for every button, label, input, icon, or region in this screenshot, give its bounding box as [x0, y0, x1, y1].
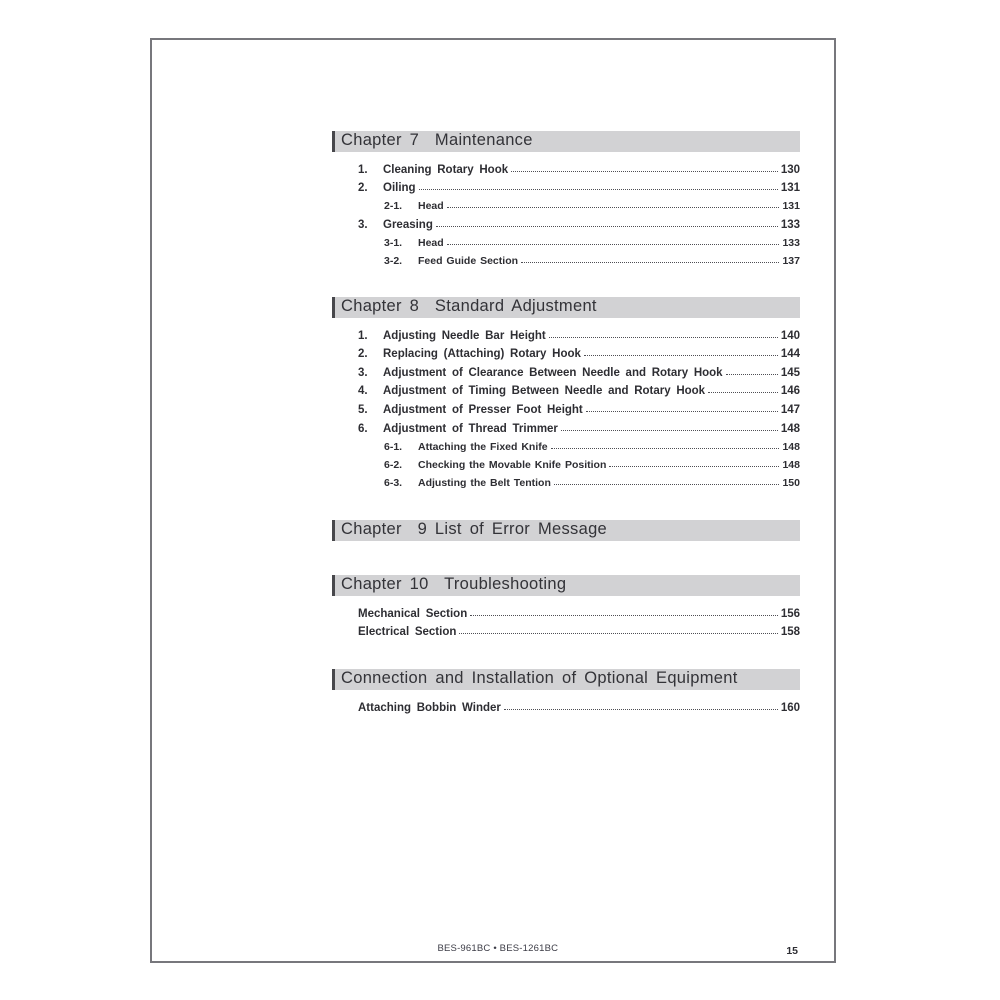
dotted-leader — [551, 448, 780, 449]
dotted-leader — [419, 189, 778, 190]
toc-entry-label: Head — [418, 236, 444, 249]
toc-entry-label: Oiling — [383, 182, 416, 195]
chapter-heading-bar — [332, 669, 800, 690]
toc-entry-page: 150 — [782, 476, 800, 489]
toc-entry — [332, 157, 800, 176]
toc-entry — [332, 620, 800, 639]
dotted-leader — [521, 262, 779, 263]
chapter-heading-bar — [332, 575, 800, 596]
toc-entry-number: 2. — [358, 348, 368, 361]
chapter-heading-bar — [332, 520, 800, 541]
toc-entry-label: Adjustment of Clearance Between Needle and Rotary Hook — [383, 366, 723, 379]
toc-entry-number: 6-2. — [384, 458, 403, 471]
toc-entry-label: Attaching the Fixed Knife — [418, 440, 548, 453]
toc-entry — [332, 695, 800, 714]
toc-entry-label: Checking the Movable Knife Position — [418, 458, 607, 471]
toc-entry — [332, 323, 800, 342]
chapter-title: Chapter 10 Troubleshooting — [341, 575, 567, 593]
toc-entry-page: 148 — [780, 422, 800, 435]
toc-entry-number: 2. — [358, 182, 368, 195]
toc-entry-label: Adjustment of Presser Foot Height — [383, 403, 583, 416]
toc-entry-number: 4. — [358, 385, 368, 398]
toc-entry-label: Greasing — [383, 218, 433, 231]
page-frame — [150, 38, 836, 963]
toc-entry-page: 131 — [782, 200, 800, 213]
dotted-leader — [470, 615, 778, 616]
toc-entry-page: 140 — [780, 329, 800, 342]
toc-entry — [332, 379, 800, 398]
toc-entry — [332, 194, 800, 212]
dotted-leader — [504, 709, 778, 710]
toc-entry-label: Adjusting the Belt Tention — [418, 476, 551, 489]
toc-section-chapter-8 — [332, 297, 800, 489]
dotted-leader — [586, 411, 778, 412]
toc-entry-number: 6. — [358, 422, 368, 435]
toc-entry — [332, 397, 800, 416]
toc-entry-page: 146 — [780, 385, 800, 398]
toc-entry — [332, 212, 800, 231]
toc-entry — [332, 435, 800, 453]
toc-list — [332, 323, 800, 489]
chapter-title: Chapter 7 Maintenance — [341, 131, 533, 149]
dotted-leader — [708, 392, 778, 393]
toc-entry-label: Adjustment of Timing Between Needle and Rotary Hook — [383, 385, 706, 398]
dotted-leader — [584, 355, 778, 356]
toc-list — [332, 157, 800, 267]
page-footer — [152, 943, 834, 959]
toc-entry-label: Replacing (Attaching) Rotary Hook — [383, 348, 581, 361]
toc-entry-page: 156 — [780, 607, 800, 620]
toc-entry — [332, 453, 800, 471]
toc-entry-number: 1. — [358, 163, 368, 176]
dotted-leader — [609, 466, 779, 467]
toc-entry-page: 147 — [780, 403, 800, 416]
dotted-leader — [726, 374, 778, 375]
toc-entry-label: Cleaning Rotary Hook — [383, 163, 509, 176]
toc-entry-label: Adjustment of Thread Trimmer — [383, 422, 558, 435]
toc-entry-page: 131 — [780, 182, 800, 195]
toc-entry — [332, 231, 800, 249]
toc-entry-label: Electrical Section — [358, 626, 457, 639]
toc-entry-page: 148 — [782, 458, 800, 471]
toc-list — [332, 695, 800, 714]
toc-entry-page: 133 — [782, 236, 800, 249]
toc-entry-number: 5. — [358, 403, 368, 416]
dotted-leader — [511, 171, 778, 172]
toc-entry — [332, 601, 800, 620]
toc-entry — [332, 471, 800, 489]
toc-entry-page: 130 — [780, 163, 800, 176]
dotted-leader — [447, 207, 780, 208]
chapter-heading-bar — [332, 131, 800, 152]
dotted-leader — [447, 244, 780, 245]
toc-entry — [332, 360, 800, 379]
toc-section-optional-equipment — [332, 669, 800, 714]
chapter-title: Chapter 8 Standard Adjustment — [341, 297, 597, 315]
footer-model-text: BES-961BC • BES-1261BC — [437, 943, 559, 954]
toc-entry-number: 3-1. — [384, 236, 403, 249]
toc-entry-page: 133 — [780, 218, 800, 231]
dotted-leader — [459, 633, 777, 634]
toc-section-chapter-10 — [332, 575, 800, 638]
toc-entry-label: Feed Guide Section — [418, 254, 519, 267]
toc-section-chapter-9 — [332, 520, 800, 546]
toc-entry-page: 148 — [782, 440, 800, 453]
dotted-leader — [436, 226, 778, 227]
toc-entry-page: 158 — [780, 626, 800, 639]
toc-entry — [332, 342, 800, 361]
dotted-leader — [561, 430, 778, 431]
toc-entry-number: 6-1. — [384, 440, 403, 453]
toc-entry-page: 160 — [780, 701, 800, 714]
toc-entry-number: 2-1. — [384, 200, 403, 213]
footer-page-number: 15 — [786, 945, 798, 957]
toc-section-chapter-7 — [332, 131, 800, 267]
toc-list — [332, 601, 800, 638]
toc-entry-number: 3-2. — [384, 254, 403, 267]
toc-entry — [332, 249, 800, 267]
toc-entry-page: 145 — [780, 366, 800, 379]
chapter-heading-bar — [332, 297, 800, 318]
toc-entry-label: Adjusting Needle Bar Height — [383, 329, 546, 342]
toc-entry-page: 137 — [782, 254, 800, 267]
toc-entry-number: 3. — [358, 218, 368, 231]
toc-entry-page: 144 — [780, 348, 800, 361]
toc-entry-label: Mechanical Section — [358, 607, 468, 620]
toc-entry — [332, 176, 800, 195]
dotted-leader — [554, 484, 780, 485]
toc-entry-number: 3. — [358, 366, 368, 379]
toc-entry-number: 6-3. — [384, 476, 403, 489]
toc-entry-label: Attaching Bobbin Winder — [358, 701, 501, 714]
toc-entry-label: Head — [418, 200, 444, 213]
chapter-title: Chapter 9 List of Error Message — [341, 520, 608, 538]
dotted-leader — [549, 337, 778, 338]
toc-entry — [332, 416, 800, 435]
chapter-title: Connection and Installation of Optional Equipment — [341, 669, 738, 687]
toc-entry-number: 1. — [358, 329, 368, 342]
